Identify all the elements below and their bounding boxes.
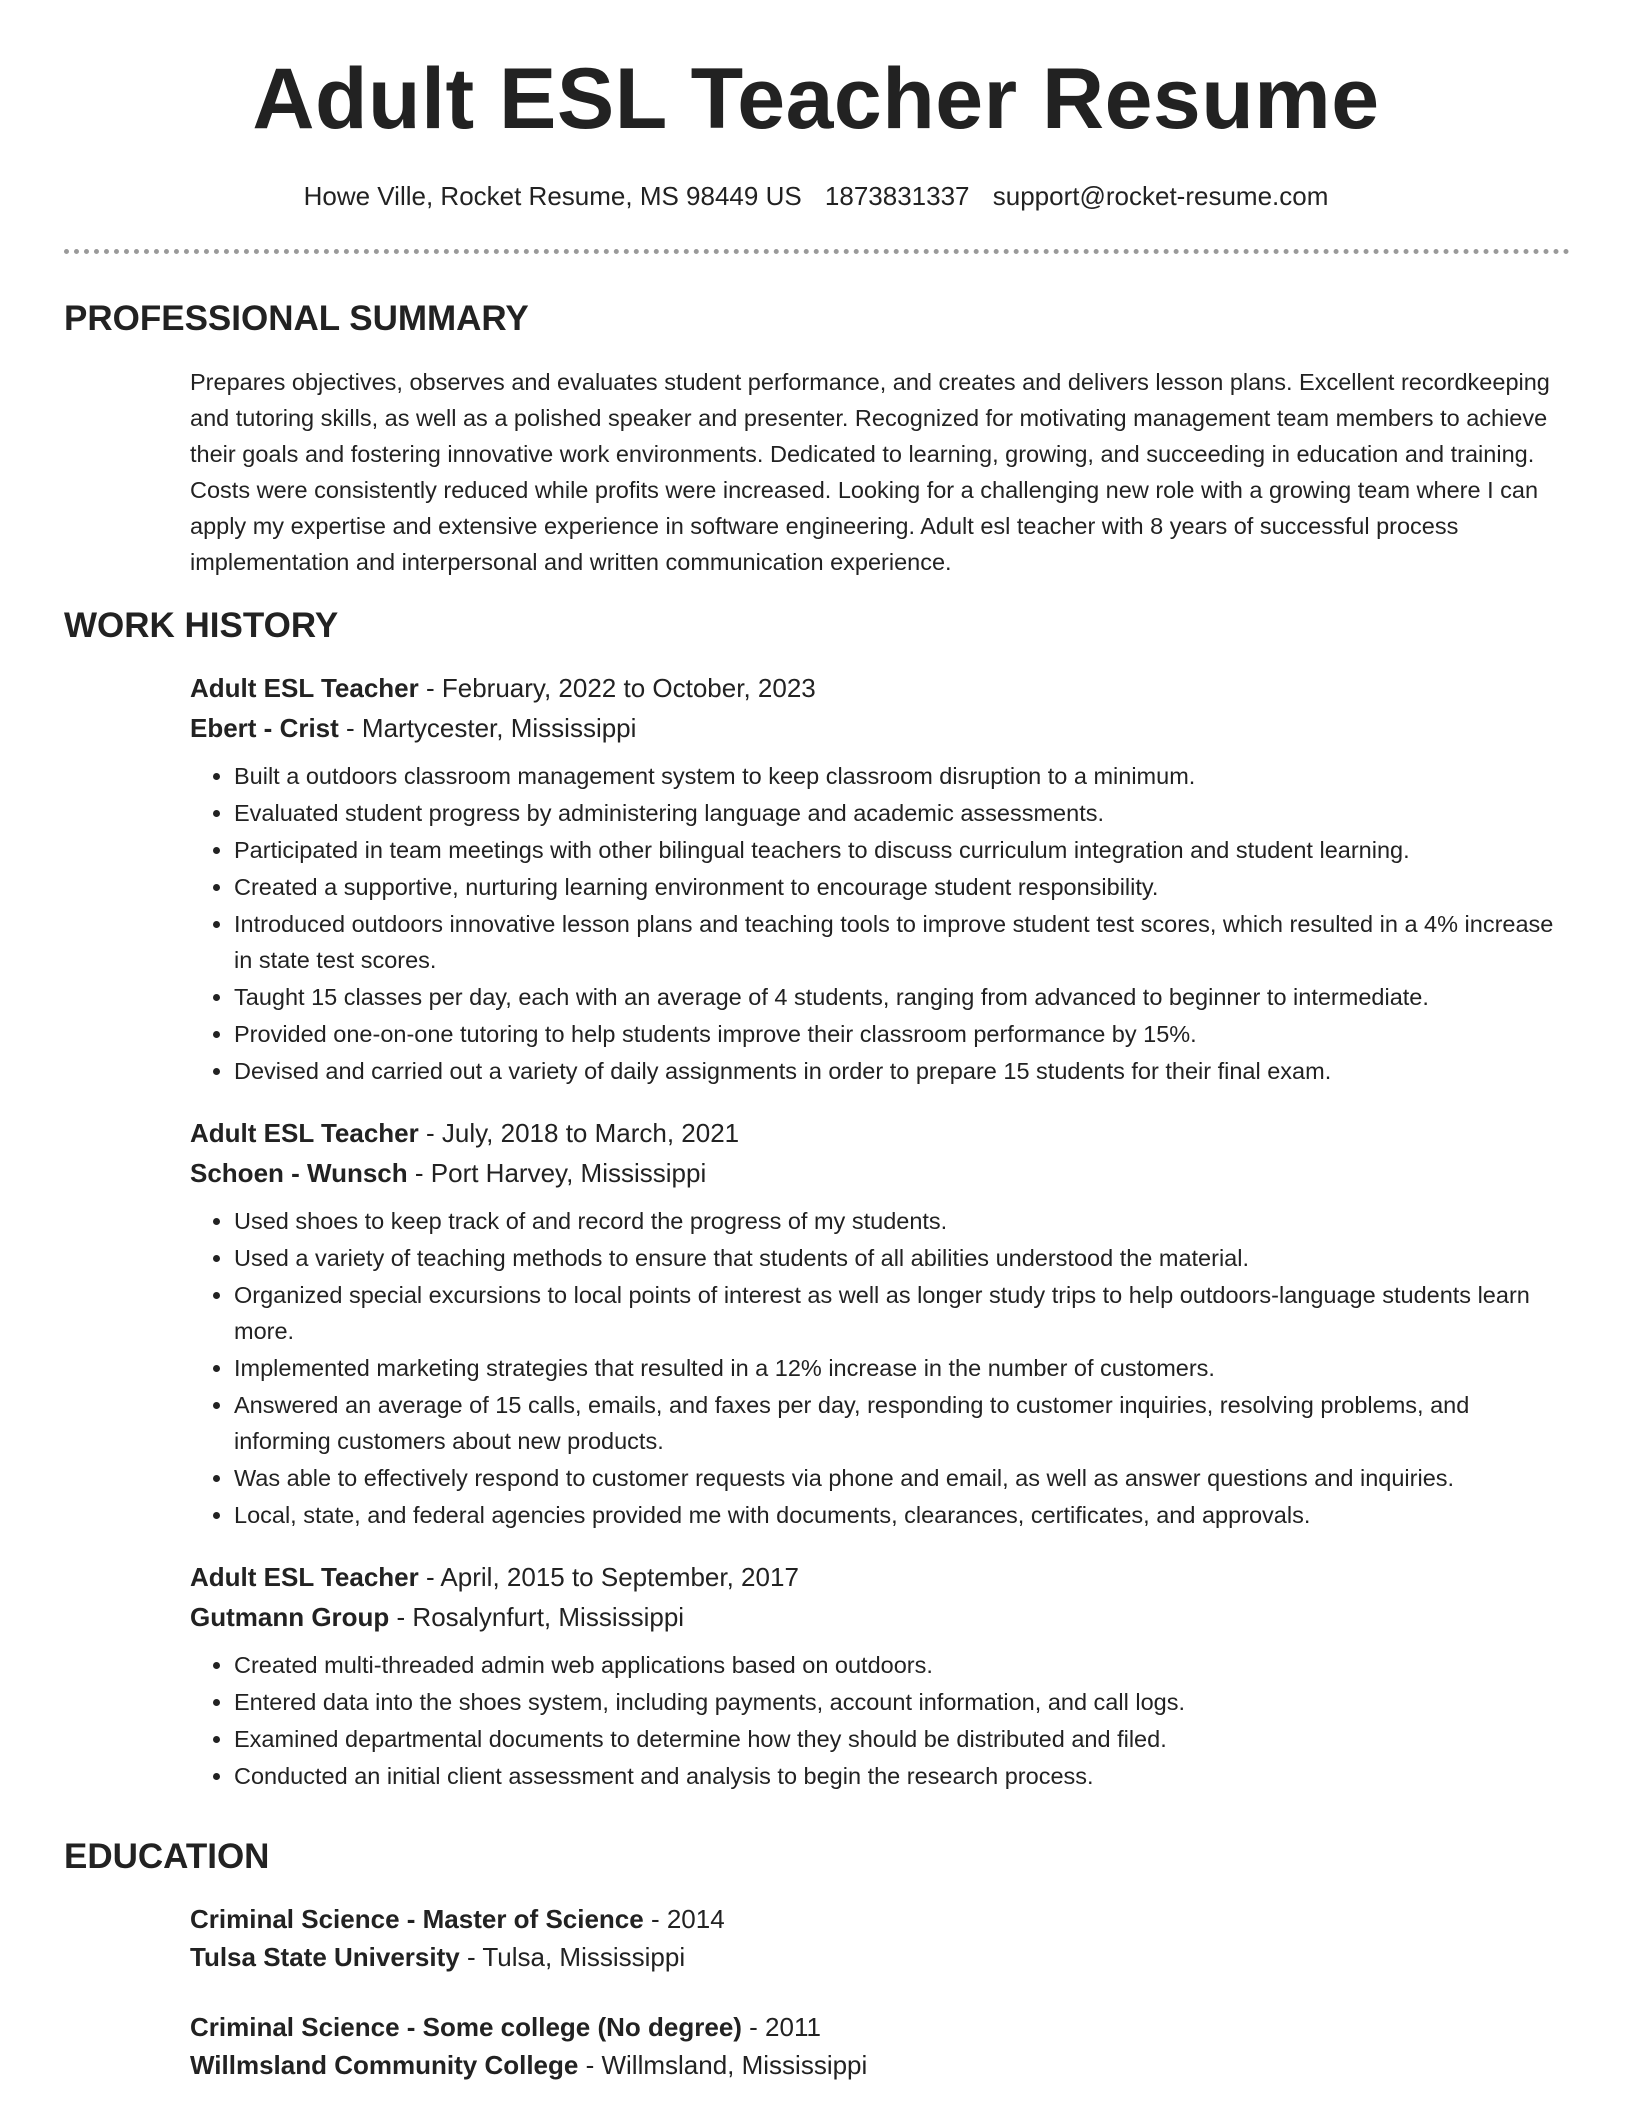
list-item: • Participated in team meetings with other bilingual teachers to discuss curriculum integration and student learning. — [234, 832, 1570, 868]
list-item: • Local, state, and federal agencies provided me with documents, clearances, certificates, and approvals. — [234, 1497, 1570, 1533]
education-degree: Criminal Science - Some college (No degree) — [190, 2012, 742, 2042]
list-item: • Created multi-threaded admin web applications based on outdoors. — [234, 1647, 1570, 1683]
list-item: • Used a variety of teaching methods to ensure that students of all abilities understood the material. — [234, 1240, 1570, 1276]
education-degree-line — [190, 1900, 1570, 1938]
list-item: • Examined departmental documents to determine how they should be distributed and filed. — [234, 1721, 1570, 1757]
job-location: - Rosalynfurt, Mississippi — [389, 1602, 685, 1632]
contact-phone: 1873831337 — [824, 181, 970, 211]
job-company: Ebert - Crist — [190, 713, 339, 743]
job-entry — [190, 1113, 1570, 1533]
job-bullets — [190, 758, 1570, 1089]
list-item: • Was able to effectively respond to customer requests via phone and email, as well as answer questions and inquiries. — [234, 1460, 1570, 1496]
summary-section — [190, 364, 1570, 580]
job-entry — [190, 1557, 1570, 1794]
page-title: Adult ESL Teacher Resume — [252, 51, 1380, 147]
work-history-heading: WORK HISTORY — [64, 606, 339, 645]
list-item: • Evaluated student progress by administering language and academic assessments. — [234, 795, 1570, 831]
job-bullets — [190, 1203, 1570, 1533]
job-company-line — [190, 1597, 1570, 1637]
list-item: • Provided one-on-one tutoring to help students improve their classroom performance by 15%. — [234, 1016, 1570, 1052]
education-location: - Tulsa, Mississippi — [459, 1942, 686, 1972]
job-company-line — [190, 708, 1570, 748]
education-location: - Willmsland, Mississippi — [578, 2050, 868, 2080]
job-dates: - February, 2022 to October, 2023 — [418, 673, 816, 703]
list-item: • Answered an average of 15 calls, emails, and faxes per day, responding to customer inquiries, resolving problems, and informing customers about new products. — [234, 1387, 1570, 1459]
education-school: Willmsland Community College — [190, 2050, 579, 2080]
summary-text: Prepares objectives, observes and evaluates student performance, and creates and delivers lesson plans. Excellent recordkeeping and tutoring skills, as well as a polished speaker and presenter. Recognized for motivating management team members to achieve their goals and fostering innovative work environments. Dedicated to learning, growing, and succeeding in education and training. Costs were consistently reduced while profits were increased. Looking for a challenging new role with a growing team where I can apply my expertise and extensive experience in software engineering. Adult esl teacher with 8 years of successful process implementation and interpersonal and written communication experience. — [190, 369, 1550, 575]
job-title: Adult ESL Teacher — [190, 1562, 419, 1592]
list-item: • Entered data into the shoes system, including payments, account information, and call logs. — [234, 1684, 1570, 1720]
job-company-line — [190, 1153, 1570, 1193]
education-year: - 2014 — [643, 1904, 725, 1934]
job-company: Schoen - Wunsch — [190, 1158, 408, 1188]
job-entry — [190, 668, 1570, 1089]
header-divider — [64, 249, 1570, 254]
education-year: - 2011 — [741, 2012, 821, 2042]
job-company: Gutmann Group — [190, 1602, 390, 1632]
job-dates: - April, 2015 to September, 2017 — [418, 1562, 799, 1592]
education-entry — [190, 1900, 1570, 1976]
education-degree: Criminal Science - Master of Science — [190, 1904, 644, 1934]
job-title-line — [190, 1113, 1570, 1153]
contact-email: support@rocket-resume.com — [992, 181, 1329, 211]
education-entry — [190, 2008, 1570, 2084]
list-item: • Implemented marketing strategies that resulted in a 12% increase in the number of customers. — [234, 1350, 1570, 1386]
list-item: • Devised and carried out a variety of daily assignments in order to prepare 15 students for their final exam. — [234, 1053, 1570, 1089]
contact-line — [0, 180, 1632, 214]
education-school-line — [190, 1938, 1570, 1976]
job-bullets — [190, 1647, 1570, 1794]
list-item: • Introduced outdoors innovative lesson plans and teaching tools to improve student test scores, which resulted in a 4% increase in state test scores. — [234, 906, 1570, 978]
education-degree-line — [190, 2008, 1570, 2046]
education-school-line — [190, 2046, 1570, 2084]
job-location: - Port Harvey, Mississippi — [407, 1158, 707, 1188]
list-item: • Conducted an initial client assessment and analysis to begin the research process. — [234, 1758, 1570, 1794]
job-location: - Martycester, Mississippi — [338, 713, 637, 743]
list-item: • Used shoes to keep track of and record the progress of my students. — [234, 1203, 1570, 1239]
job-title-line — [190, 1557, 1570, 1597]
summary-heading: PROFESSIONAL SUMMARY — [64, 299, 529, 338]
job-title-line — [190, 668, 1570, 708]
education-heading: EDUCATION — [64, 1837, 270, 1876]
job-title: Adult ESL Teacher — [190, 673, 419, 703]
list-item: • Built a outdoors classroom management system to keep classroom disruption to a minimum. — [234, 758, 1570, 794]
list-item: • Taught 15 classes per day, each with an average of 4 students, ranging from advanced to beginner to intermediate. — [234, 979, 1570, 1015]
contact-address: Howe Ville, Rocket Resume, MS 98449 US — [303, 181, 802, 211]
list-item: • Organized special excursions to local points of interest as well as longer study trips to help outdoors-language students learn more. — [234, 1277, 1570, 1349]
work-history-section — [190, 668, 1570, 1818]
job-dates: - July, 2018 to March, 2021 — [418, 1118, 740, 1148]
job-title: Adult ESL Teacher — [190, 1118, 419, 1148]
education-school: Tulsa State University — [190, 1942, 460, 1972]
list-item: • Created a supportive, nurturing learning environment to encourage student responsibility. — [234, 869, 1570, 905]
education-section — [190, 1900, 1570, 2116]
